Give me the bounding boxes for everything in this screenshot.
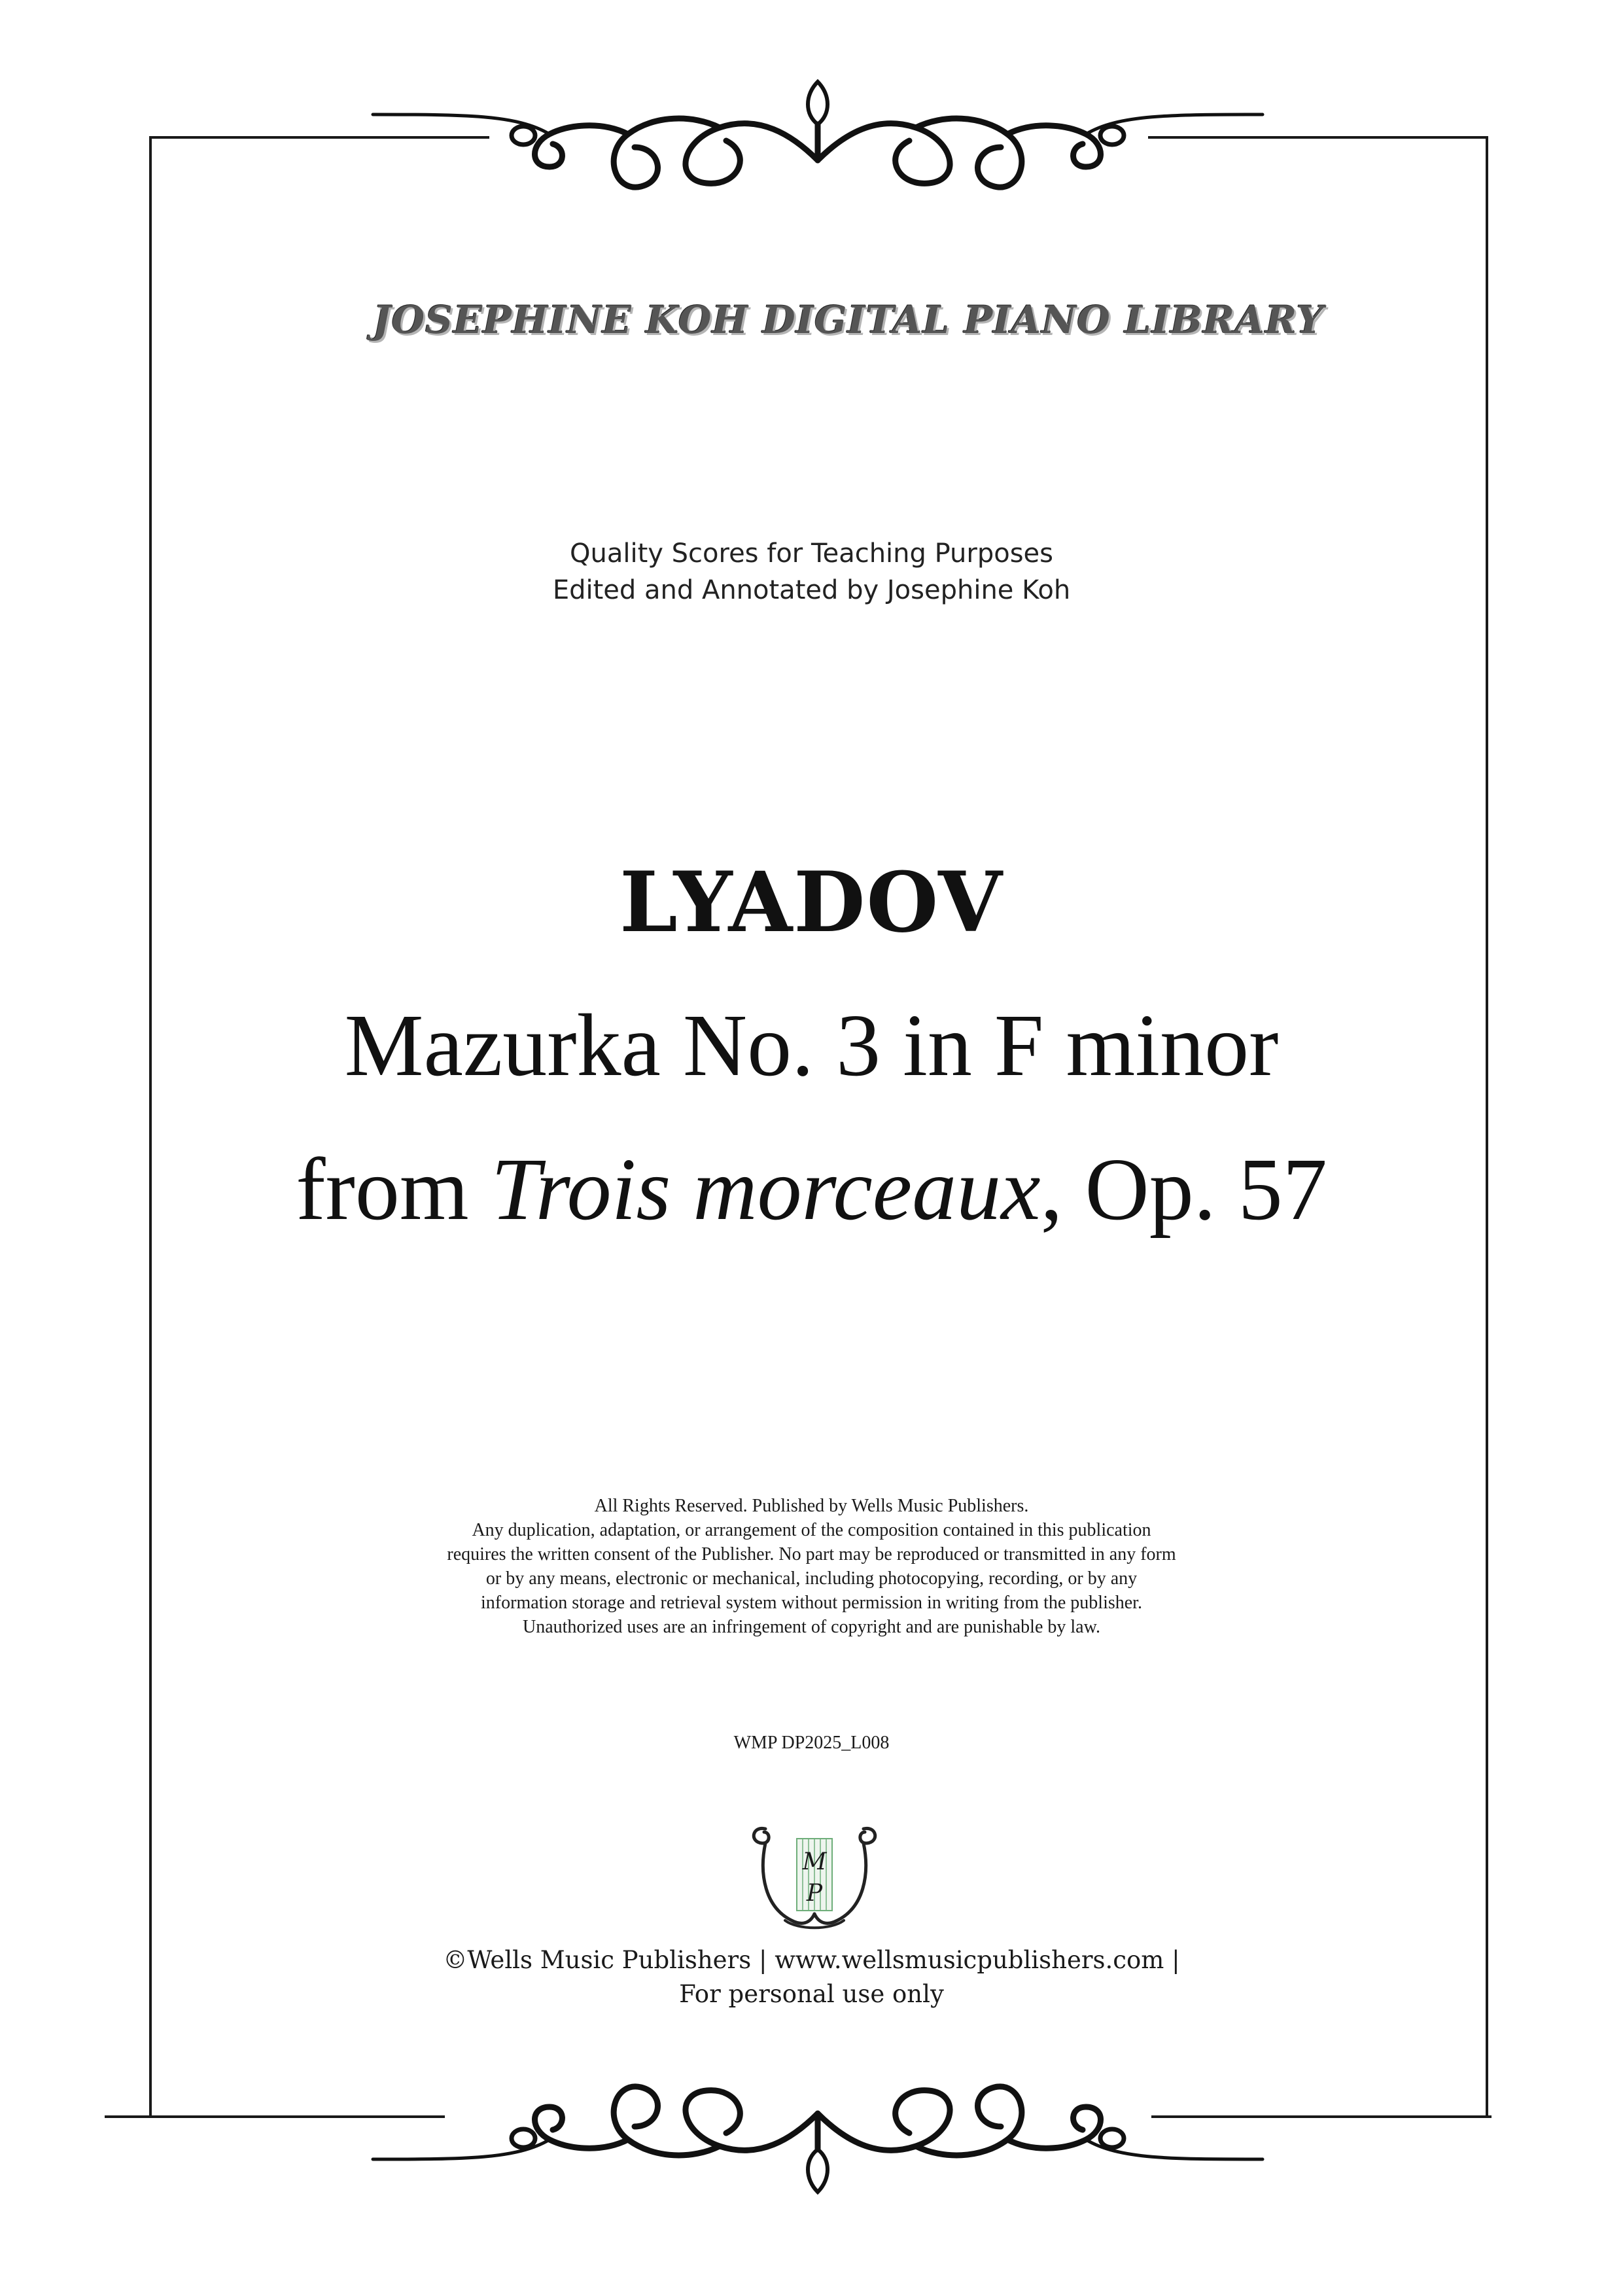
work-title: Mazurka No. 3 in F minor	[344, 997, 1279, 1095]
rights-notice-line: requires the written consent of the Publisher. No part may be reproduced or transmitted in any form	[447, 1544, 1176, 1564]
bottom-flourish-ornament-icon	[366, 2068, 1269, 2212]
opus-number: , Op. 57	[1040, 1140, 1327, 1239]
subtitle-line-2: Edited and Annotated by Josephine Koh	[552, 575, 1071, 605]
collection-title: Trois morceaux	[491, 1140, 1041, 1239]
rights-notice-line: information storage and retrieval system without permission in writing from the publisher.	[481, 1593, 1142, 1613]
rights-notice-line: Unauthorized uses are an infringement of copyright and are punishable by law.	[523, 1617, 1100, 1637]
from-prefix: from	[296, 1140, 491, 1239]
frame-right-line	[1486, 136, 1488, 2118]
top-flourish-ornament-icon	[366, 62, 1269, 206]
personal-use-notice: For personal use only	[679, 1980, 944, 2008]
work-collection-line	[0, 1139, 1623, 1241]
composer-name: LYADOV	[620, 854, 1003, 951]
svg-text:M: M	[802, 1848, 827, 1875]
subtitle-line-1: Quality Scores for Teaching Purposes	[570, 539, 1053, 569]
publisher-footer-line: ©Wells Music Publishers | www.wellsmusicpublishers.com |	[443, 1946, 1180, 1974]
frame-left-line	[149, 136, 152, 2118]
lyre-logo-icon	[739, 1816, 890, 1934]
rights-notice-line: Any duplication, adaptation, or arrangement of the composition contained in this publication	[472, 1520, 1151, 1540]
svg-text:P: P	[806, 1880, 823, 1907]
rights-notice-line: or by any means, electronic or mechanical, including photocopying, recording, or by any	[485, 1568, 1138, 1589]
rights-notice-line: All Rights Reserved. Published by Wells Music Publishers.	[594, 1496, 1029, 1516]
library-title: JOSEPHINE KOH DIGITAL PIANO LIBRARY	[373, 298, 1324, 342]
catalog-number: WMP DP2025_L008	[733, 1733, 890, 1753]
